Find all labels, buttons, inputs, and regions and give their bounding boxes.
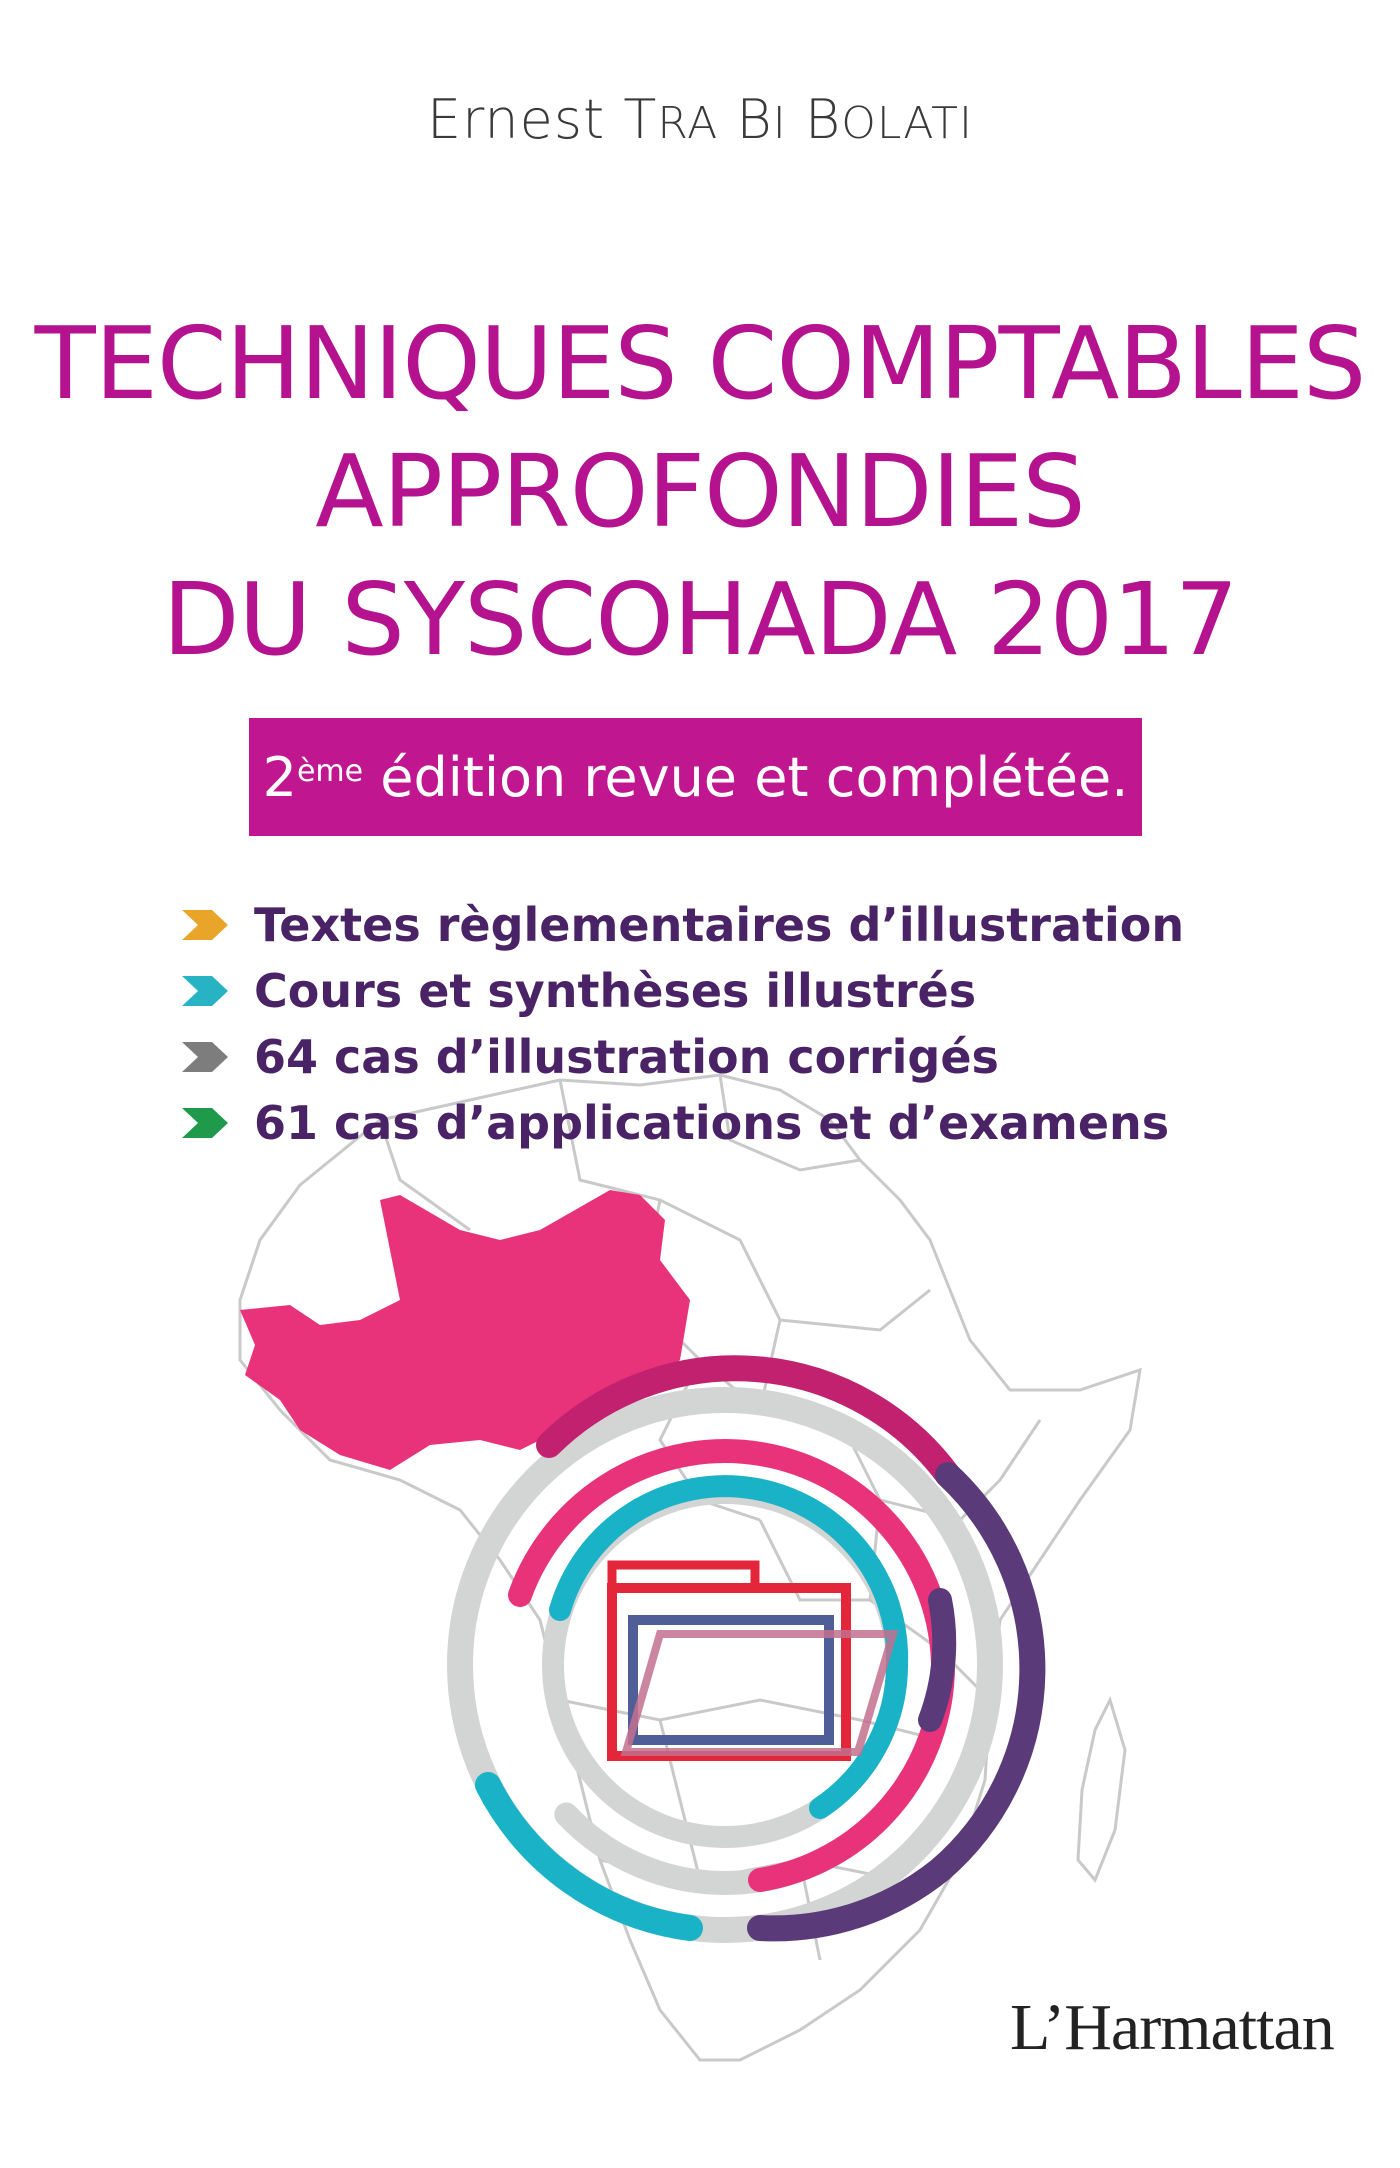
author-surname-3: BOLATI: [804, 88, 973, 151]
author-first-name: Ernest: [427, 88, 606, 151]
madagascar: [1078, 1700, 1125, 1880]
chevron-right-icon: [182, 976, 228, 1006]
feature-item: [182, 1090, 1184, 1156]
author-name: [0, 88, 1400, 151]
book-title: [0, 300, 1400, 684]
edition-number: 2: [262, 745, 297, 809]
title-line-1: TECHNIQUES COMPTABLES: [34, 305, 1366, 422]
feature-item: [182, 1024, 1184, 1090]
title-line-2: APPROFONDIES: [315, 433, 1085, 550]
feature-label: 64 cas d’illustration corrigés: [254, 1030, 999, 1084]
chevron-right-icon: [182, 910, 228, 940]
publisher-logo: L’Harmattan: [1010, 1991, 1334, 2064]
edition-text: édition revue et complétée.: [380, 745, 1129, 809]
feature-list: [182, 892, 1184, 1156]
feature-label: Cours et synthèses illustrés: [254, 964, 977, 1018]
chevron-right-icon: [182, 1042, 228, 1072]
chevron-right-icon: [182, 1108, 228, 1138]
edition-suffix: ème: [296, 753, 364, 789]
feature-item: [182, 892, 1184, 958]
feature-item: [182, 958, 1184, 1024]
author-surname-1: TRA: [623, 88, 719, 151]
edition-banner: [249, 718, 1142, 836]
title-line-3: DU SYSCOHADA 2017: [162, 561, 1238, 678]
feature-label: 61 cas d’applications et d’examens: [254, 1096, 1170, 1150]
author-surname-2: BI: [736, 88, 787, 151]
feature-label: Textes règlementaires d’illustration: [254, 898, 1185, 952]
